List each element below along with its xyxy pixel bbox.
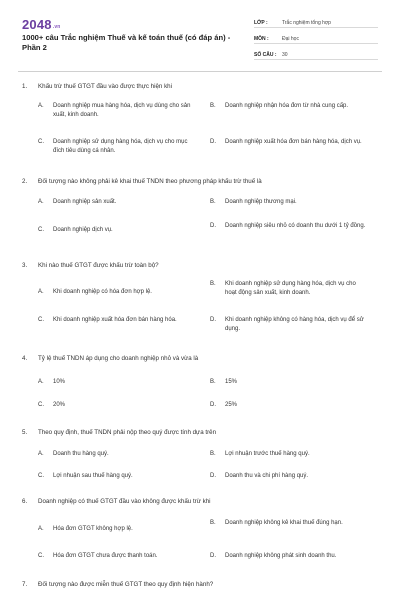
answer-key: A.: [38, 289, 44, 295]
answer-d[interactable]: [210, 552, 395, 561]
answer-key: C.: [38, 473, 44, 479]
question-5: [22, 428, 382, 479]
question-prompt: Khi nào thuế GTGT được khấu trừ toàn bộ?: [38, 262, 159, 269]
meta-value: Đại học: [282, 36, 299, 42]
answer-text: Khi doanh nghiệp có hóa đơn hợp lệ.: [53, 289, 152, 295]
answer-key: A.: [38, 199, 44, 205]
meta-info: [254, 16, 378, 64]
meta-label: SỐ CÂU :: [254, 52, 277, 58]
meta-value: Trắc nghiệm tổng hợp: [282, 20, 331, 26]
answer-text: Doanh nghiệp mua hàng hóa, dịch vụ dùng cho sản xuất, kinh doanh.: [53, 103, 191, 118]
question-6: [22, 497, 382, 559]
answer-key: B.: [210, 520, 216, 526]
answer-text: Doanh nghiệp sản xuất.: [53, 199, 117, 205]
meta-row-class: [254, 16, 378, 28]
question-3: [22, 261, 382, 332]
answer-text: Doanh nghiệp siêu nhỏ có doanh thu dưới 1 tỷ đồng.: [225, 223, 366, 229]
answer-a[interactable]: [38, 450, 197, 459]
answer-key: D.: [210, 473, 216, 479]
answer-b[interactable]: [210, 198, 369, 207]
answer-d[interactable]: [210, 316, 369, 334]
answer-text: Khi doanh nghiệp sử dụng hàng hóa, dịch vụ cho hoạt động sản xuất, kinh doanh.: [225, 281, 356, 296]
answer-key: C.: [38, 553, 44, 559]
answer-text: Lợi nhuận trước thuế hàng quý.: [225, 451, 310, 457]
meta-row-subject: [254, 32, 378, 44]
answer-key: A.: [38, 451, 44, 457]
answer-c[interactable]: [38, 401, 197, 410]
answer-c[interactable]: [38, 552, 197, 561]
meta-row-count: [254, 48, 378, 60]
answer-c[interactable]: [38, 226, 197, 235]
answer-a[interactable]: [38, 102, 197, 120]
question-prompt: Khấu trừ thuế GTGT đầu vào được thực hiện khi: [38, 83, 172, 90]
header-divider: [18, 71, 382, 72]
answer-c[interactable]: [38, 472, 197, 481]
answer-key: D.: [210, 139, 216, 145]
question-prompt: Đối tượng nào được miễn thuế GTGT theo quy định hiện hành?: [38, 581, 214, 588]
answer-text: Doanh nghiệp xuất hóa đơn bán hàng hóa, dịch vụ.: [225, 139, 362, 145]
answer-text: Doanh nghiệp không phát sinh doanh thu.: [225, 553, 337, 559]
answer-b[interactable]: [210, 519, 369, 528]
question-7: [22, 580, 382, 589]
answer-d[interactable]: [210, 472, 369, 481]
meta-value: 30: [282, 52, 288, 58]
question-number: 2.: [22, 178, 28, 185]
answer-key: D.: [210, 223, 216, 229]
question-number: 5.: [22, 429, 28, 436]
question-number: 4.: [22, 355, 28, 362]
answer-text: Doanh nghiệp không kê khai thuế đúng hạn.: [225, 520, 343, 526]
question-text: [22, 497, 382, 506]
answer-text: Hóa đơn GTGT chưa được thanh toán.: [53, 553, 158, 559]
answer-b[interactable]: [210, 378, 369, 387]
document-header: [0, 0, 400, 68]
question-number: 3.: [22, 262, 28, 269]
question-number: 7.: [22, 581, 28, 588]
answer-b[interactable]: [210, 450, 369, 459]
question-1: [22, 82, 382, 154]
question-text: [22, 354, 382, 363]
question-2: [22, 177, 382, 233]
question-prompt: Doanh nghiệp có thuế GTGT đầu vào không được khấu trừ khi: [38, 498, 211, 505]
question-prompt: Đối tượng nào không phải kê khai thuế TNDN theo phương pháp khấu trừ thuế là: [38, 178, 262, 185]
logo-suffix: .vn: [52, 24, 61, 30]
site-logo[interactable]: [22, 17, 61, 32]
answer-key: C.: [38, 227, 44, 233]
answer-key: A.: [38, 379, 44, 385]
question-4: [22, 354, 382, 408]
answer-a[interactable]: [38, 525, 197, 534]
answer-text: Hóa đơn GTGT không hợp lệ.: [53, 526, 133, 532]
answer-text: Doanh nghiệp thương mại.: [225, 199, 297, 205]
answer-text: 15%: [225, 379, 238, 385]
answer-text: Doanh nghiệp nhận hóa đơn từ nhà cung cấp.: [225, 103, 349, 109]
answer-key: D.: [210, 317, 216, 323]
meta-label: LỚP :: [254, 20, 268, 26]
logo-text: 2048: [22, 17, 52, 32]
answer-text: Doanh nghiệp sử dụng hàng hóa, dịch vụ cho mục đích tiêu dùng cá nhân.: [53, 139, 188, 154]
answer-key: B.: [210, 281, 216, 287]
answer-a[interactable]: [38, 378, 197, 387]
answer-text: Doanh thu và chi phí hàng quý.: [225, 473, 309, 479]
question-text: [22, 82, 382, 91]
answer-c[interactable]: [38, 138, 197, 156]
answer-text: Lợi nhuận sau thuế hàng quý.: [53, 473, 133, 479]
answer-d[interactable]: [210, 138, 369, 147]
answer-key: D.: [210, 402, 216, 408]
answer-a[interactable]: [38, 288, 197, 297]
answer-key: A.: [38, 526, 44, 532]
meta-label: MÔN :: [254, 36, 269, 42]
question-text: [22, 428, 382, 437]
question-number: 1.: [22, 83, 28, 90]
answer-key: B.: [210, 199, 216, 205]
answer-text: Doanh nghiệp dịch vụ.: [53, 227, 113, 233]
answer-key: A.: [38, 103, 44, 109]
answer-key: C.: [38, 139, 44, 145]
document-title: 1000+ câu Trắc nghiệm Thuế và kế toán thuế (có đáp án) - Phần 2: [22, 33, 231, 52]
answer-key: C.: [38, 402, 44, 408]
answer-text: 20%: [53, 402, 66, 408]
answer-text: 25%: [225, 402, 238, 408]
answer-text: Khi doanh nghiệp xuất hóa đơn bán hàng hóa.: [53, 317, 177, 323]
answer-d[interactable]: [210, 222, 369, 231]
answer-d[interactable]: [210, 401, 369, 410]
question-number: 6.: [22, 498, 28, 505]
answer-text: 10%: [53, 379, 66, 385]
question-text: [22, 261, 382, 270]
answer-key: D.: [210, 553, 216, 559]
question-text: [22, 580, 382, 589]
answer-text: Doanh thu hàng quý.: [53, 451, 109, 457]
answer-key: B.: [210, 379, 216, 385]
answer-b[interactable]: [210, 280, 369, 298]
question-text: [22, 177, 382, 186]
answer-b[interactable]: [210, 102, 369, 111]
question-prompt: Theo quy định, thuế TNDN phải nộp theo quý được tính dựa trên: [38, 429, 217, 436]
answer-key: B.: [210, 451, 216, 457]
answer-c[interactable]: [38, 316, 197, 325]
question-prompt: Tỷ lệ thuế TNDN áp dụng cho doanh nghiệp nhỏ và vừa là: [38, 355, 199, 362]
answer-key: C.: [38, 317, 44, 323]
answer-a[interactable]: [38, 198, 197, 207]
answer-text: Khi doanh nghiệp không có hàng hóa, dịch vụ để sử dụng.: [225, 317, 364, 332]
answer-key: B.: [210, 103, 216, 109]
